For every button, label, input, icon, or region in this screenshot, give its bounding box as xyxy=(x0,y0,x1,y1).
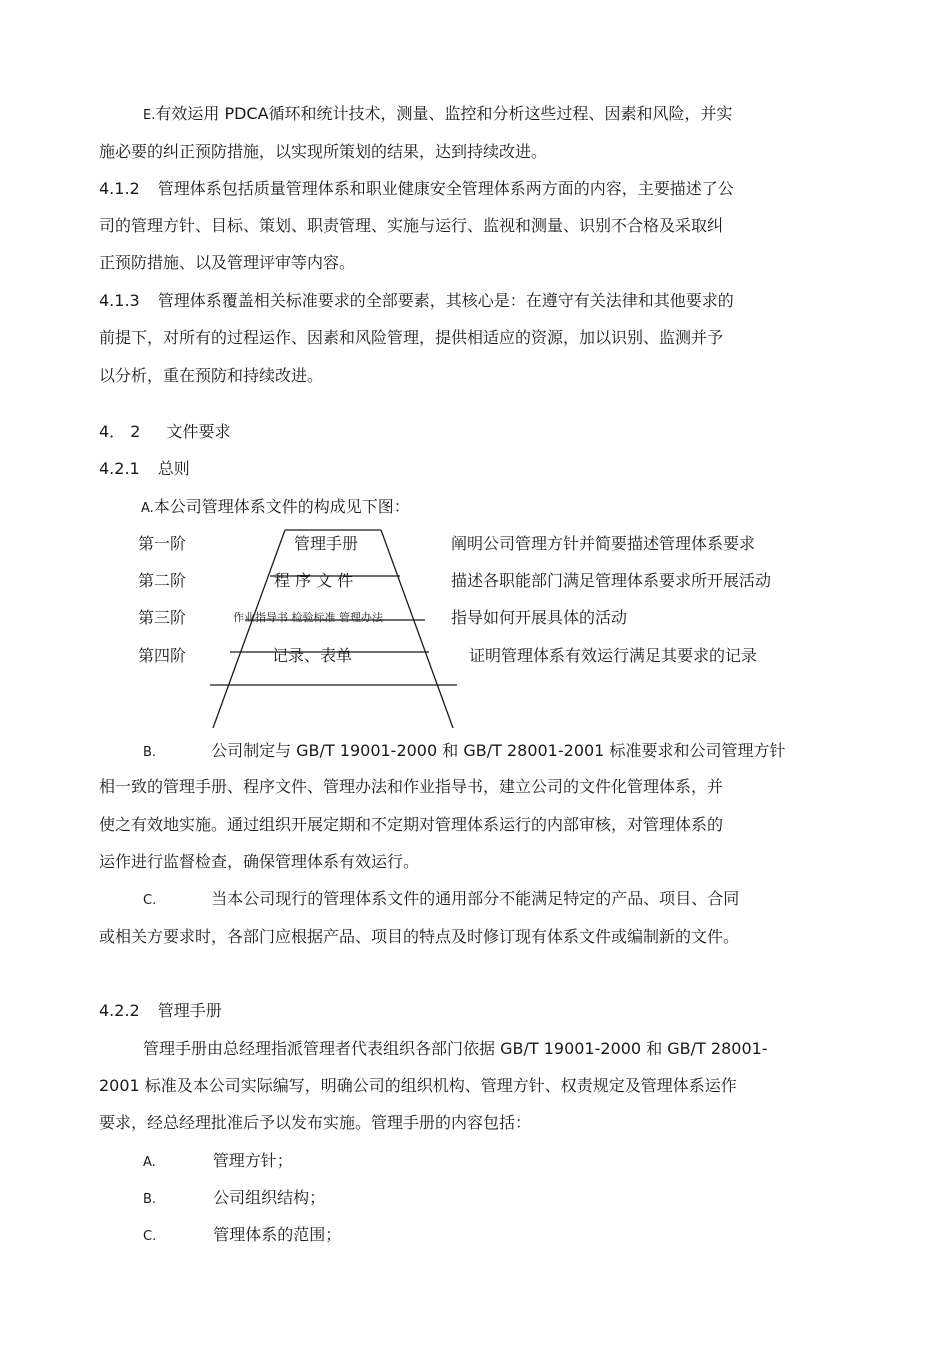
section-4-2-2-line2: 2001 标准及本公司实际编写，明确公司的组织机构、管理方针、权责规定及管理体系运作 xyxy=(99,1076,737,1095)
item-a xyxy=(141,496,410,520)
level-description: 描述各职能部门满足管理体系要求所开展活动 xyxy=(451,571,772,590)
item-marker: B. xyxy=(143,745,157,760)
level-content: 程 序 文 件 xyxy=(274,571,354,590)
item-marker: A. xyxy=(141,501,154,516)
section-title: 总则 xyxy=(157,459,190,478)
pyramid-left-edge xyxy=(213,530,285,728)
section-text: 管理体系包括质量管理体系和职业健康安全管理体系两方面的内容，主要描述了公 xyxy=(157,179,734,198)
level-content: 作业指导书 检验标准 管理办法 xyxy=(233,611,383,624)
document-structure-pyramid xyxy=(205,528,460,730)
section-4-1-2-line2: 司的管理方针、目标、策划、职责管理、实施与运行、监视和测量、识别不合格及采取纠 xyxy=(99,216,724,235)
section-number: 4.2.1 xyxy=(99,459,140,478)
section-number: 4.2.2 xyxy=(99,1001,140,1020)
item-text: 管理体系的范围； xyxy=(213,1225,342,1244)
manual-item xyxy=(143,1187,325,1211)
item-c-line1 xyxy=(143,888,739,912)
item-marker: C. xyxy=(143,893,157,908)
item-marker: C. xyxy=(143,1229,157,1244)
item-text: 管理方针； xyxy=(212,1151,293,1170)
level-label: 第一阶 xyxy=(138,534,187,553)
item-marker: A. xyxy=(143,1155,156,1170)
section-4-2-2-heading xyxy=(99,1000,222,1022)
pyramid-right-edge xyxy=(381,530,453,728)
level-content: 记录、表单 xyxy=(272,646,353,665)
section-title: 管理手册 xyxy=(157,1001,222,1020)
paragraph-text: 有效运用 PDCA循环和统计技术，测量、监控和分析这些过程、因素和风险，并实 xyxy=(155,104,733,123)
item-text: 当本公司现行的管理体系文件的通用部分不能满足特定的产品、项目、合同 xyxy=(211,889,740,908)
manual-item xyxy=(143,1224,341,1248)
item-marker: B. xyxy=(143,1192,157,1207)
item-text: 本公司管理体系文件的构成见下图： xyxy=(153,497,410,516)
item-b-line1 xyxy=(143,740,785,764)
section-4-2-2-line3: 要求，经总经理批准后予以发布实施。管理手册的内容包括： xyxy=(99,1113,532,1132)
manual-item xyxy=(143,1150,293,1174)
section-4-2-1-heading xyxy=(99,458,190,480)
level-description: 证明管理体系有效运行满足其要求的记录 xyxy=(469,646,758,665)
section-4-1-3-line3: 以分析，重在预防和持续改进。 xyxy=(99,366,324,385)
level-label: 第二阶 xyxy=(138,571,187,590)
section-number: 4.1.2 xyxy=(99,179,140,198)
item-b-line4: 运作进行监督检查，确保管理体系有效运行。 xyxy=(99,852,420,871)
paragraph-e-line1 xyxy=(143,103,733,127)
section-title: 文件要求 xyxy=(166,422,231,441)
item-marker: E. xyxy=(143,108,156,123)
level-description: 阐明公司管理方针并简要描述管理体系要求 xyxy=(451,534,756,553)
item-text: 公司制定与 GB/T 19001-2000 和 GB/T 28001-2001 标准要求和公司管理方针 xyxy=(211,741,786,760)
level-description: 指导如何开展具体的活动 xyxy=(451,608,628,627)
section-text: 管理体系覆盖相关标准要求的全部要素，其核心是：在遵守有关法律和其他要求的 xyxy=(157,291,734,310)
section-number: 4． 2 xyxy=(99,422,141,441)
section-4-1-3-line1 xyxy=(99,290,734,312)
section-number: 4.1.3 xyxy=(99,291,140,310)
section-4-2-2-line1: 管理手册由总经理指派管理者代表组织各部门依据 GB/T 19001-2000 和 GB/T 28001- xyxy=(143,1039,768,1058)
section-4-2-heading xyxy=(99,421,230,443)
level-label: 第四阶 xyxy=(138,646,187,665)
item-text: 公司组织结构； xyxy=(213,1188,326,1207)
section-4-1-3-line2: 前提下，对所有的过程运作、因素和风险管理，提供相适应的资源，加以识别、监测并予 xyxy=(99,328,724,347)
item-b-line2: 相一致的管理手册、程序文件、管理办法和作业指导书，建立公司的文件化管理体系，并 xyxy=(99,777,724,796)
level-label: 第三阶 xyxy=(138,608,187,627)
level-content: 管理手册 xyxy=(294,534,359,553)
item-b-line3: 使之有效地实施。通过组织开展定期和不定期对管理体系运行的内部审核，对管理体系的 xyxy=(99,815,724,834)
section-4-1-2-line3: 正预防措施、以及管理评审等内容。 xyxy=(99,253,356,272)
item-c-line2: 或相关方要求时，各部门应根据产品、项目的特点及时修订现有体系文件或编制新的文件。 xyxy=(99,927,740,946)
paragraph-e-line2: 施必要的纠正预防措施，以实现所策划的结果，达到持续改进。 xyxy=(99,142,548,161)
section-4-1-2-line1 xyxy=(99,178,734,200)
